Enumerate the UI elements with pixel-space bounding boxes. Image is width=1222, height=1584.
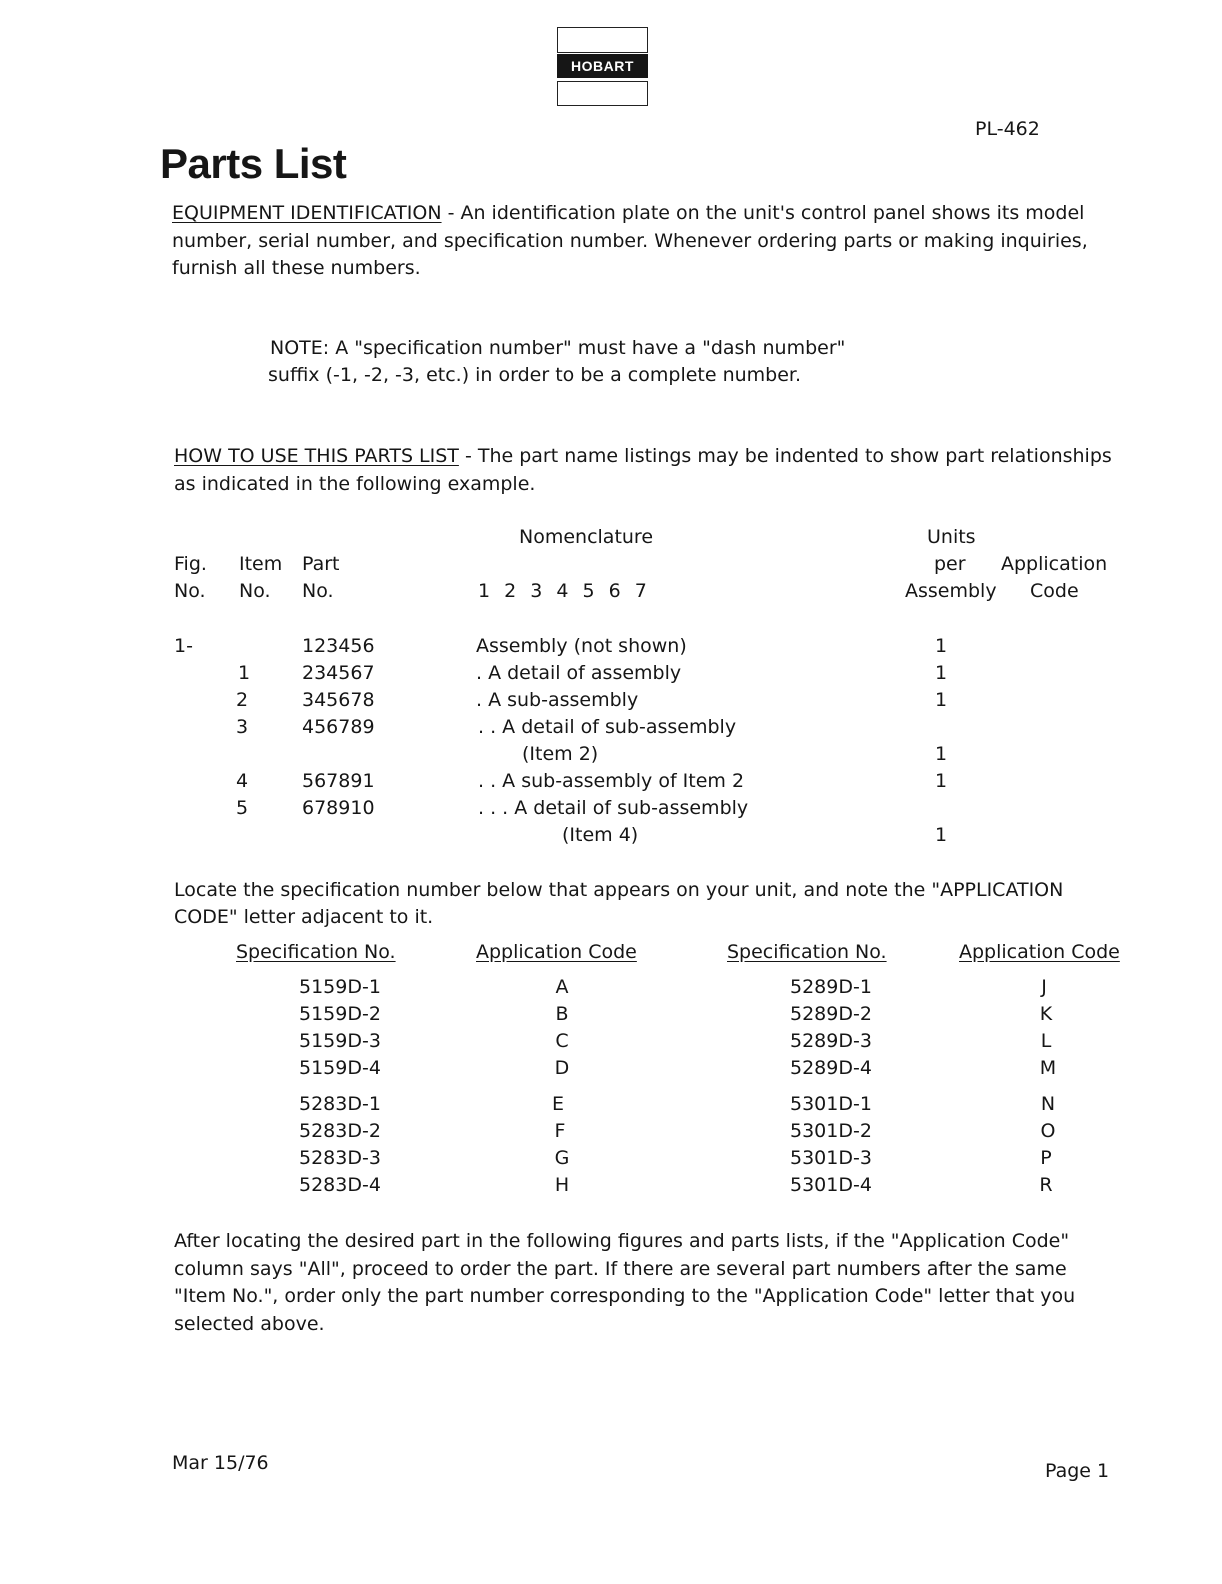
- row-item: 1: [238, 662, 251, 684]
- app-code: O: [1040, 1120, 1056, 1142]
- row-units: 1: [935, 662, 948, 684]
- row-name-continued: (Item 4): [562, 824, 639, 846]
- hobart-logo: [557, 27, 648, 106]
- spec-number: 5283D-4: [299, 1174, 381, 1196]
- row-part: 234567: [302, 662, 375, 684]
- spec-number: 5289D-4: [790, 1057, 872, 1079]
- row-name: . . A sub-assembly of Item 2: [478, 770, 745, 792]
- row-name: . A sub-assembly: [476, 689, 639, 711]
- how-to-use-paragraph: [174, 443, 1114, 498]
- spec-number: 5289D-2: [790, 1003, 872, 1025]
- row-name: . . A detail of sub-assembly: [478, 716, 737, 738]
- after-locating-paragraph: After locating the desired part in the following figures and parts lists, if the "Application Code" column says "All", proceed to order the part. If there are several part numbers after the same "Item No.", order only the part number corresponding to the "Application Code" letter that you selected above.: [174, 1230, 1076, 1335]
- row-part: 678910: [302, 797, 375, 819]
- app-code: N: [1040, 1093, 1056, 1115]
- spec-number: 5301D-1: [790, 1093, 872, 1115]
- app-code: H: [554, 1174, 570, 1196]
- header-units-line2: per: [934, 553, 966, 575]
- app-code: E: [551, 1093, 564, 1115]
- spec-number: 5159D-2: [299, 1003, 381, 1025]
- app-code: G: [554, 1147, 570, 1169]
- row-units: 1: [935, 635, 948, 657]
- spec-number: 5301D-2: [790, 1120, 872, 1142]
- note-line-1: NOTE: A "specification number" must have a "dash number": [270, 337, 846, 359]
- header-part-line2: No.: [302, 580, 334, 602]
- row-part: 123456: [302, 635, 375, 657]
- spec-header-left: Specification No.: [236, 941, 396, 963]
- footer-date: Mar 15/76: [172, 1452, 269, 1474]
- spec-number: 5289D-1: [790, 976, 872, 998]
- spec-number: 5301D-3: [790, 1147, 872, 1169]
- app-code: B: [555, 1003, 569, 1025]
- logo-bottom-box: [557, 81, 648, 106]
- row-part: 456789: [302, 716, 375, 738]
- row-item: 3: [236, 716, 249, 738]
- app-code: R: [1039, 1174, 1053, 1196]
- how-to-use-text: - The part name listings may be indented to show part relationships as indicated in the following example.: [174, 445, 1112, 495]
- header-units-line1: Units: [927, 526, 976, 548]
- spec-number: 5283D-1: [299, 1093, 381, 1115]
- header-units-line3: Assembly: [905, 580, 997, 602]
- header-item-line1: Item: [239, 553, 283, 575]
- header-item-line2: No.: [239, 580, 271, 602]
- logo-brand-text: HOBART: [557, 54, 648, 78]
- spec-number: 5301D-4: [790, 1174, 872, 1196]
- spec-number: 5159D-3: [299, 1030, 381, 1052]
- locate-line-2: CODE" letter adjacent to it.: [174, 906, 434, 928]
- row-item: 5: [236, 797, 249, 819]
- header-nomenclature: Nomenclature: [519, 526, 654, 548]
- app-code: L: [1040, 1030, 1052, 1052]
- spec-number: 5283D-2: [299, 1120, 381, 1142]
- equipment-identification-text: - An identification plate on the unit's control panel shows its model number, serial number, and specification number. Whenever ordering parts or making inquiries, furnish all these numbers.: [172, 202, 1088, 279]
- row-name: . A detail of assembly: [476, 662, 682, 684]
- equipment-identification-heading: EQUIPMENT IDENTIFICATION: [172, 202, 442, 224]
- spec-number: 5289D-3: [790, 1030, 872, 1052]
- spec-number: 5159D-1: [299, 976, 381, 998]
- spec-number: 5283D-3: [299, 1147, 381, 1169]
- row-name-continued: (Item 2): [522, 743, 599, 765]
- app-code: A: [555, 976, 569, 998]
- app-code: J: [1041, 976, 1047, 998]
- app-code: C: [555, 1030, 569, 1052]
- row-name: . . . A detail of sub-assembly: [478, 797, 749, 819]
- row-part: 345678: [302, 689, 375, 711]
- app-code: P: [1040, 1147, 1052, 1169]
- document-number: PL-462: [975, 118, 1040, 140]
- spec-number: 5159D-4: [299, 1057, 381, 1079]
- row-item: 2: [236, 689, 249, 711]
- header-nomenclature-levels: 1 2 3 4 5 6 7: [478, 580, 651, 602]
- app-code-header-right: Application Code: [959, 941, 1120, 963]
- header-fig-line2: No.: [174, 580, 206, 602]
- row-units: 1: [935, 824, 948, 846]
- header-application-line2: Code: [1030, 580, 1079, 602]
- how-to-use-heading: HOW TO USE THIS PARTS LIST: [174, 445, 459, 467]
- logo-top-box: [557, 27, 648, 53]
- app-code: K: [1039, 1003, 1053, 1025]
- row-item: 4: [236, 770, 249, 792]
- row-units: 1: [935, 689, 948, 711]
- app-code-header-left: Application Code: [476, 941, 637, 963]
- row-fig: 1-: [174, 635, 193, 657]
- app-code: M: [1039, 1057, 1057, 1079]
- equipment-identification-paragraph: [172, 200, 1112, 283]
- row-part: 567891: [302, 770, 375, 792]
- footer-page-number: Page 1: [1045, 1460, 1110, 1482]
- header-application-line1: Application: [1001, 553, 1108, 575]
- header-part-line1: Part: [302, 553, 340, 575]
- row-units: 1: [935, 743, 948, 765]
- app-code: D: [554, 1057, 570, 1079]
- note-line-2: suffix (-1, -2, -3, etc.) in order to be a complete number.: [268, 364, 802, 386]
- page-title: Parts List: [160, 140, 347, 187]
- row-units: 1: [935, 770, 948, 792]
- app-code: F: [554, 1120, 566, 1142]
- header-fig-line1: Fig.: [174, 553, 207, 575]
- spec-header-right: Specification No.: [727, 941, 887, 963]
- row-name: Assembly (not shown): [476, 635, 687, 657]
- locate-line-1: Locate the specification number below that appears on your unit, and note the "APPLICATION: [174, 879, 1064, 901]
